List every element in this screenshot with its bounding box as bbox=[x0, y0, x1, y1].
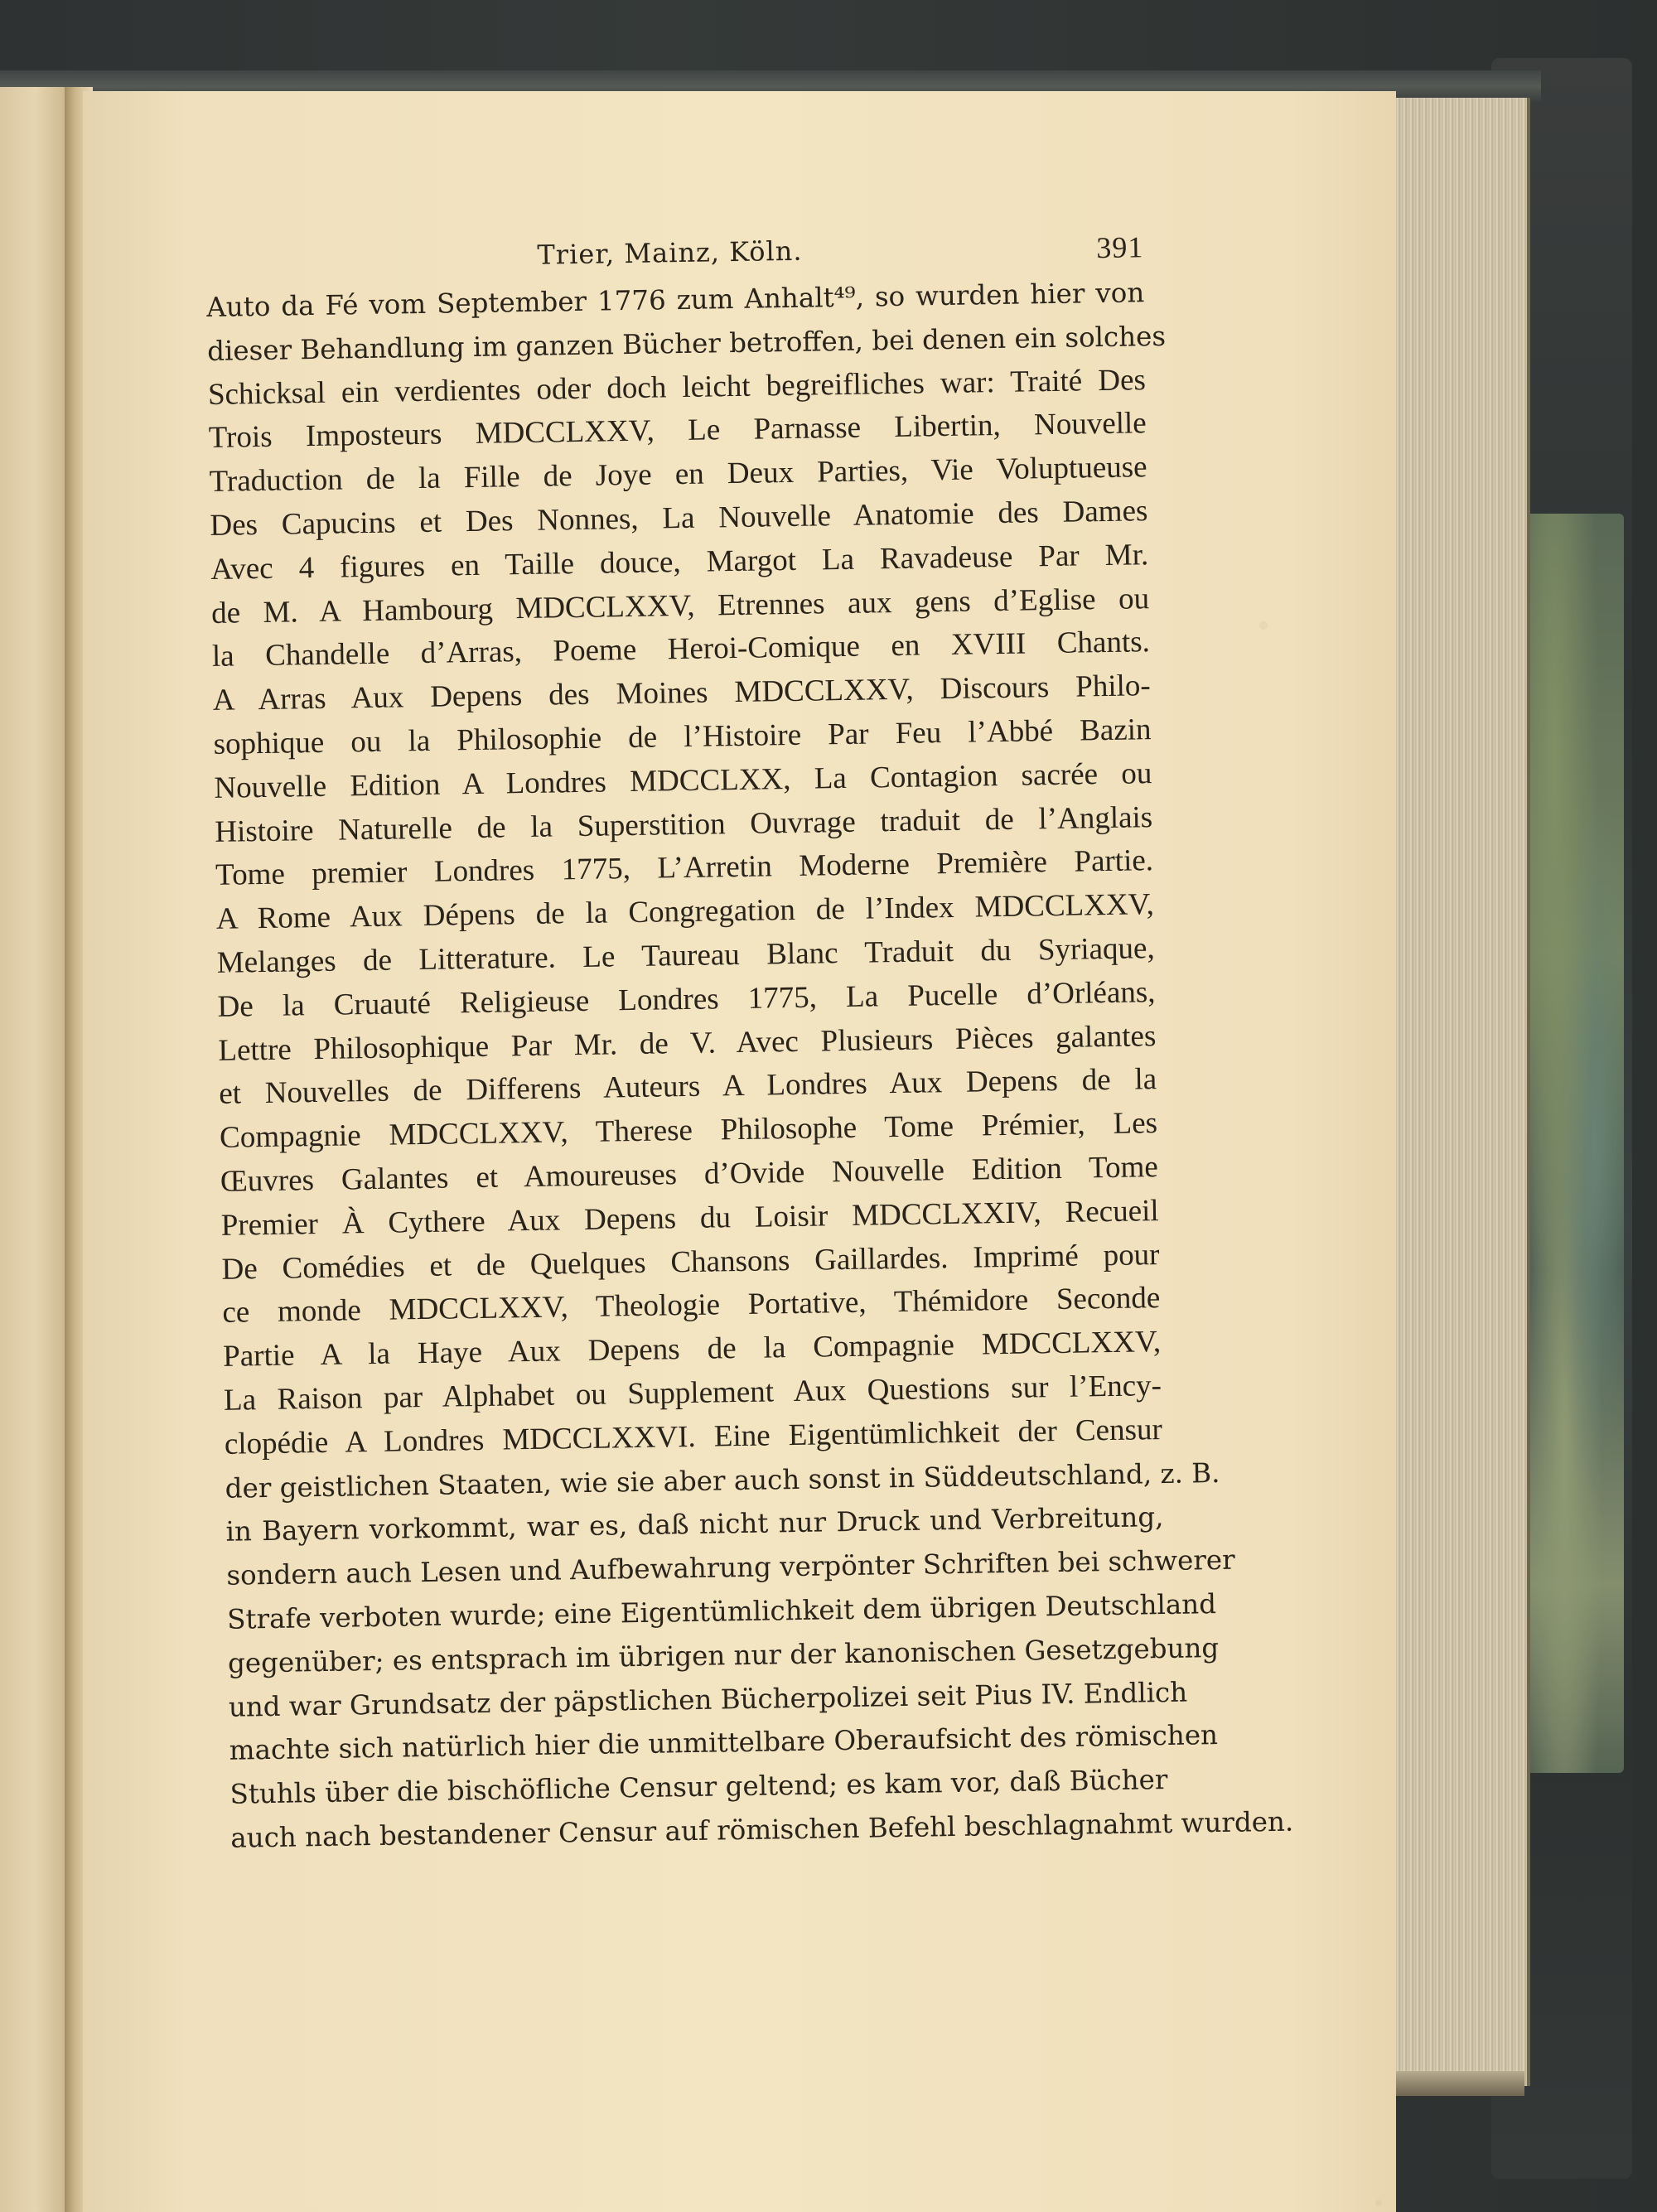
paper-spot bbox=[1375, 2200, 1382, 2206]
text-line: Compagnie MDCCLXXV, Therese Philosophe Tome Prémier, Les bbox=[219, 1106, 1158, 1156]
text-line: la Chandelle d’Arras, Poeme Heroi-Comique en XVIII Chants. bbox=[211, 625, 1151, 674]
text-line: clopédie A Londres MDCCLXXVI. Eine Eigentümlichkeit der Censur bbox=[224, 1412, 1163, 1461]
text-line: und war Grundsatz der päpstlichen Bücherpolizei seit Pius IV. Endlich bbox=[228, 1676, 1188, 1723]
text-line: Tome premier Londres 1775, L’Arretin Moderne Première Partie. bbox=[215, 843, 1154, 893]
text-line: Des Capucins et Des Nonnes, La Nouvelle Anatomie des Dames bbox=[210, 494, 1148, 543]
marbled-cover-paper bbox=[1524, 514, 1624, 1773]
text-line: A Rome Aux Dépens de la Congregation de l’Index MDCCLXXV, bbox=[215, 887, 1155, 937]
text-line: Schicksal ein verdientes oder doch leicht begreifliches war: Traité Des bbox=[207, 362, 1147, 412]
text-line: sophique ou la Philosophie de l’Histoire Par Feu l’Abbé Bazin bbox=[213, 712, 1152, 761]
text-line: Trois Imposteurs MDCCLXXV, Le Parnasse Libertin, Nouvelle bbox=[208, 406, 1147, 456]
text-line: Histoire Naturelle de la Superstition Ouvrage traduit de l’Anglais bbox=[214, 799, 1153, 849]
text-line: gegenüber; es entsprach im übrigen nur der kanonischen Gesetzgebung bbox=[227, 1631, 1220, 1679]
text-line: Strafe verboten wurde; eine Eigentümlichkeit dem übrigen Deutschland bbox=[226, 1587, 1217, 1635]
text-line: sondern auch Lesen und Aufbewahrung verpönter Schriften bei schwerer bbox=[226, 1543, 1235, 1591]
text-line: Premier À Cythere Aux Depens du Loisir MDCCLXXIV, Recueil bbox=[220, 1193, 1159, 1243]
previous-page-edge bbox=[0, 87, 70, 2212]
text-line: Lettre Philosophique Par Mr. de V. Avec Plusieurs Pièces galantes bbox=[218, 1018, 1157, 1068]
text-line: Stuhls über die bischöfliche Censur geltend; es kam vor, daß Bücher bbox=[229, 1764, 1168, 1810]
text-line: De Comédies et de Quelques Chansons Gaillardes. Imprimé pour bbox=[221, 1237, 1160, 1287]
text-line: der geistlichen Staaten, wie sie aber auch sonst in Süddeutschland, z. B. bbox=[225, 1456, 1220, 1504]
text-line: dieser Behandlung im ganzen Bücher betroffen, bei denen ein solches bbox=[206, 320, 1167, 367]
running-title: Trier, Mainz, Köln. bbox=[537, 234, 803, 271]
text-line: Traduction de la Fille de Joye en Deux Parties, Vie Voluptueuse bbox=[209, 450, 1147, 500]
text-line: A Arras Aux Depens des Moines MDCCLXXV, Discours Philo- bbox=[212, 669, 1151, 718]
text-line: Œuvres Galantes et Amoureuses d’Ovide Nouvelle Edition Tome bbox=[220, 1150, 1159, 1199]
page-block-corner bbox=[1392, 2071, 1524, 2096]
page-block-fore-edge bbox=[1392, 98, 1530, 2086]
text-line: De la Cruauté Religieuse Londres 1775, La Pucelle d’Orléans, bbox=[217, 974, 1156, 1024]
text-line: et Nouvelles de Differens Auteurs A Londres Aux Depens de la bbox=[218, 1062, 1157, 1112]
text-line: Avec 4 figures en Taille douce, Margot La Ravadeuse Par Mr. bbox=[210, 537, 1149, 587]
paper-spot bbox=[1259, 621, 1268, 630]
text-line: auch nach bestandener Censur auf römischen Befehl beschlagnahmt wurden. bbox=[230, 1805, 1294, 1854]
text-line: de M. A Hambourg MDCCLXXV, Etrennes aux gens d’Eglise ou bbox=[210, 581, 1150, 630]
text-line: Auto da Fé vom September 1776 zum Anhalt⁴⁹, so wurden hier von bbox=[206, 277, 1145, 323]
text-line: Nouvelle Edition A Londres MDCCLXX, La Contagion sacrée ou bbox=[214, 756, 1152, 805]
text-line: Melanges de Litterature. Le Taureau Blanc Traduit du Syriaque, bbox=[216, 931, 1155, 980]
page-text-block bbox=[205, 221, 1294, 1860]
text-line: La Raison par Alphabet ou Supplement Aux Questions sur l’Ency- bbox=[223, 1368, 1162, 1418]
text-line: in Bayern vorkommt, war es, daß nicht nur Druck und Verbreitung, bbox=[225, 1501, 1164, 1548]
text-line: Partie A la Haye Aux Depens de la Compagnie MDCCLXXV, bbox=[222, 1325, 1162, 1374]
text-line: machte sich natürlich hier die unmittelbare Oberaufsicht des römischen bbox=[229, 1719, 1219, 1767]
text-line: ce monde MDCCLXXV, Theologie Portative, Thémidore Seconde bbox=[222, 1281, 1161, 1331]
page-number: 391 bbox=[1096, 230, 1144, 265]
